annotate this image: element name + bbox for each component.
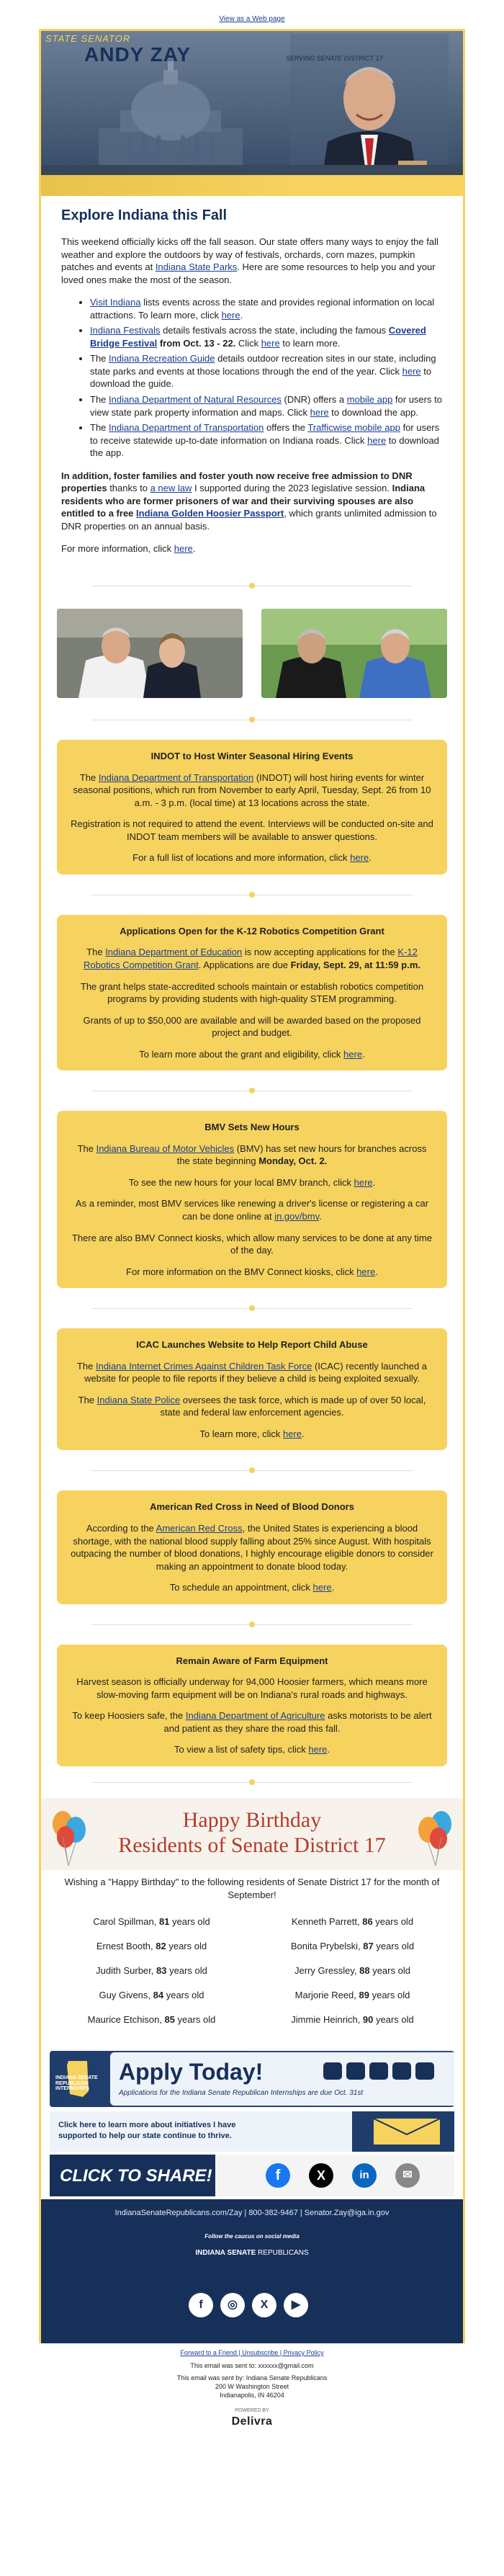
card-title: Remain Aware of Farm Equipment xyxy=(176,1655,328,1666)
here-link[interactable]: here xyxy=(282,1428,302,1439)
divider xyxy=(41,1288,463,1328)
card-paragraph xyxy=(70,1709,434,1735)
header-label: STATE SENATOR xyxy=(45,33,131,44)
apply-subtext: Applications for the Indiana Senate Republican Internships are due Oct. 31st xyxy=(119,2089,364,2098)
more-info-paragraph xyxy=(61,542,443,555)
text: , the United States is experiencing a blood shortage, with the national blood supply falling about 25% since August. With hospitals outpacing the number of blood donations, I highly encourage eligible donors to consider making an appointment to donate blood today. xyxy=(71,1522,433,1572)
list-text: The xyxy=(90,353,109,365)
footer-logo xyxy=(41,2241,463,2258)
text: (ICAC) recently launched a website for people to file reports if they believe a child is being exploited sexually. xyxy=(84,1360,428,1385)
birthday-age: 88 xyxy=(359,1965,370,1977)
social-icons xyxy=(189,2293,308,2317)
card-title: INDOT to Host Winter Seasonal Hiring Events xyxy=(150,751,354,762)
birthday-intro: Wishing a "Happy Birthday" to the following residents of Senate District 17 for the month of September! xyxy=(64,1877,440,1900)
text: To keep Hoosiers safe, the xyxy=(72,1710,186,1722)
text: The xyxy=(79,772,99,783)
text: (INDOT) will host hiring events for winter seasonal positions, which run from November to early April, Tuesday, Sept. 26 from 10 a.m. - 3 p.m. (local time) at 13 locations across the state. xyxy=(73,772,431,808)
divider xyxy=(41,1766,463,1798)
text: The xyxy=(77,1142,96,1154)
text: . xyxy=(327,1744,330,1756)
card-paragraph: Registration is not required to attend the event. Interviews will be conducted on-site and INDOT team members will be available to answer questions. xyxy=(71,818,433,842)
robotics-grant-link[interactable]: K-12 Robotics Competition Grant xyxy=(84,947,418,970)
here-link[interactable]: here xyxy=(350,852,369,864)
here-link[interactable]: here xyxy=(221,309,240,321)
indot-link[interactable]: Indiana Department of Transportation xyxy=(98,772,254,783)
card-title: Applications Open for the K-12 Robotics Competition Grant xyxy=(120,925,384,936)
list-text: details festivals across the state, including the famous xyxy=(160,325,389,336)
birthday-person xyxy=(58,1983,245,2008)
list-text: Click xyxy=(235,337,261,349)
birthday-name: Ernest Booth, xyxy=(96,1941,156,1952)
bmv-site-link[interactable]: in.gov/bmv xyxy=(274,1210,320,1222)
birthday-person xyxy=(259,1934,446,1959)
card-paragraph xyxy=(70,946,434,971)
card-title: ICAC Launches Website to Help Report Child Abuse xyxy=(136,1339,368,1351)
list-text: for users to view state park property information and maps. Click xyxy=(90,394,442,418)
intern-logo-text: REPUBLICAN xyxy=(55,2080,89,2086)
sent-to-text: This email was sent to: xxxxxx@gmail.com xyxy=(190,2361,314,2369)
list-text: details outdoor recreation sites in our state, including state parks and events at those locations through the end of the year. Click xyxy=(90,353,436,377)
list-text: The xyxy=(90,422,109,434)
text: To schedule an appointment, click xyxy=(169,1582,313,1593)
indot-link[interactable]: Indiana Department of Transportation xyxy=(109,422,264,434)
text: is now accepting applications for the xyxy=(242,947,398,958)
birthday-suffix: years old xyxy=(166,1941,207,1952)
birthday-banner xyxy=(41,1798,463,1870)
card-paragraph xyxy=(70,1266,434,1279)
birthday-person xyxy=(259,1959,446,1983)
intern-logo-text: INDIANA SENATE xyxy=(55,2075,98,2081)
recreation-guide-link[interactable]: Indiana Recreation Guide xyxy=(109,353,215,365)
footer-follow: Follow the caucus on social media xyxy=(204,2232,300,2240)
birthday-suffix: years old xyxy=(166,1965,207,1977)
birthday-name: Judith Surber, xyxy=(96,1965,156,1977)
list-text: to download the guide. xyxy=(90,365,432,390)
birthday-person xyxy=(58,2008,245,2032)
list-text: lists events across the state and provides regional information on local attractions. To learn more, click xyxy=(90,297,435,321)
photo-senator-outdoors xyxy=(261,609,447,698)
birthday-age: 85 xyxy=(164,2014,176,2026)
divider xyxy=(41,1604,463,1645)
here-link[interactable]: here xyxy=(402,365,421,377)
text: . xyxy=(302,1428,305,1439)
list-text: offers the xyxy=(264,422,308,434)
here-link[interactable]: here xyxy=(343,1048,363,1060)
bold-text: Indiana residents who are former prisoners of war and their surviving spouses are also entitled to a free xyxy=(61,483,426,519)
text: , which grants unlimited admission to DNR properties on an annual basis. xyxy=(61,508,437,532)
card-robotics-grant xyxy=(57,915,447,1070)
text: The xyxy=(76,1360,96,1372)
birthday-suffix: years old xyxy=(373,2014,414,2026)
header-banner xyxy=(41,29,463,196)
card-bmv-hours xyxy=(57,1111,447,1288)
list-item xyxy=(90,296,443,321)
divider xyxy=(41,1450,463,1490)
here-link[interactable]: here xyxy=(356,1266,376,1277)
bmv-link[interactable]: Indiana Bureau of Motor Vehicles xyxy=(96,1142,235,1154)
initiatives-text: Click here to learn more about initiatives I have xyxy=(58,2121,236,2130)
here-link[interactable]: here xyxy=(312,1582,332,1593)
golden-hoosier-passport-link[interactable]: Indiana Golden Hoosier Passport xyxy=(136,508,284,519)
text: thanks to xyxy=(107,483,150,494)
promo-section xyxy=(41,2032,463,2196)
birthday-person xyxy=(58,1910,245,1934)
facebook-share-icon[interactable]: f xyxy=(266,2163,290,2188)
footer xyxy=(41,2199,463,2343)
text: As a reminder, most BMV services like renewing a driver's license or registering a car can be done online at xyxy=(75,1198,429,1222)
birthday-title-line2: Residents of Senate District 17 xyxy=(118,1833,386,1857)
birthday-age: 90 xyxy=(362,2014,374,2026)
birthday-age: 89 xyxy=(359,1990,369,2001)
email-body xyxy=(39,29,465,2343)
text: The xyxy=(78,1394,97,1405)
text: . xyxy=(362,1048,365,1060)
card-icac-website xyxy=(57,1328,447,1450)
card-indot-hiring xyxy=(57,740,447,875)
x-icon[interactable]: X xyxy=(252,2293,276,2317)
birthday-suffix: years old xyxy=(369,1965,410,1977)
birthday-suffix: years old xyxy=(169,1916,210,1928)
intro-text-end: . Here are some resources to help you and your loved ones make the most of the season. xyxy=(61,261,436,285)
text: The xyxy=(86,947,106,958)
sent-to xyxy=(0,2358,504,2371)
resource-list xyxy=(90,296,443,460)
card-paragraph xyxy=(70,1048,434,1061)
card-paragraph xyxy=(70,1394,434,1419)
text: For a full list of locations and more information, click xyxy=(132,852,351,864)
card-paragraph: There are also BMV Connect kiosks, which allow many services to be done at any time of the day. xyxy=(71,1232,432,1256)
birthday-person xyxy=(259,1983,446,2008)
envelope-icon xyxy=(371,2116,443,2147)
initiatives-text: supported to help our state continue to thrive. xyxy=(58,2131,232,2140)
birthday-age: 86 xyxy=(362,1916,373,1928)
delivra-logo: Delivra xyxy=(231,2415,273,2428)
indiana-festivals-link[interactable]: Indiana Festivals xyxy=(90,325,161,336)
senator-name: ANDY ZAY xyxy=(84,43,192,66)
bold-text: Monday, Oct. 2. xyxy=(258,1155,328,1167)
list-item xyxy=(90,393,443,419)
card-paragraph xyxy=(70,1197,434,1222)
apply-today-heading: Apply Today! xyxy=(119,2059,264,2085)
list-item xyxy=(90,352,443,390)
address-line-1: 200 W Washington Street xyxy=(215,2383,289,2391)
here-link[interactable]: here xyxy=(174,543,193,555)
red-cross-link[interactable]: American Red Cross xyxy=(156,1522,243,1534)
covered-bridge-festival-link[interactable]: Covered Bridge Festival xyxy=(90,325,426,349)
trafficwise-app-link[interactable]: Trafficwise mobile app xyxy=(307,422,400,434)
text: . xyxy=(375,1266,378,1277)
view-as-web-page-link[interactable]: View as a Web page xyxy=(219,15,285,23)
state-police-link[interactable]: Indiana State Police xyxy=(96,1394,181,1405)
card-paragraph: Harvest season is officially underway for 94,000 Hoosier farmers, which means more slow-moving farm equipment will be on Indiana's rural roads and highways. xyxy=(76,1676,428,1700)
birthday-suffix: years old xyxy=(373,1941,415,1952)
list-text: from Oct. 13 - 22. xyxy=(157,337,236,349)
card-paragraph: The grant helps state-accredited schools maintain or establish robotics competition programs by providing students with high-quality STEM programming. xyxy=(80,980,424,1005)
card-paragraph xyxy=(70,772,434,810)
footer-contact[interactable]: IndianaSenateRepublicans.com/Zay | 800-382-9467 | Senator.Zay@iga.in.gov xyxy=(114,2209,390,2218)
card-paragraph xyxy=(70,1743,434,1756)
text: (BMV) has set new hours for branches across the state beginning xyxy=(176,1142,427,1167)
list-item xyxy=(90,421,443,460)
footer-logo-text-1: INDIANA SENATE xyxy=(195,2248,256,2257)
intro-title: Explore Indiana this Fall xyxy=(61,207,228,223)
footer-links[interactable]: Forward to a Friend | Unsubscribe | Privacy Policy xyxy=(180,2349,324,2357)
text: I supported during the 2023 legislative session. xyxy=(192,483,392,494)
text: . xyxy=(372,1176,376,1188)
birthday-title-line1: Happy Birthday xyxy=(182,1808,322,1832)
card-paragraph xyxy=(70,851,434,864)
facebook-icon[interactable]: f xyxy=(189,2293,213,2317)
visit-indiana-link[interactable]: Visit Indiana xyxy=(90,297,141,308)
share-banner xyxy=(50,2155,454,2196)
birthday-age: 82 xyxy=(156,1941,166,1952)
initiatives-banner[interactable] xyxy=(50,2111,454,2152)
birthday-age: 83 xyxy=(156,1965,167,1977)
youtube-icon[interactable]: ▶ xyxy=(284,2293,308,2317)
here-link[interactable]: here xyxy=(367,434,387,446)
text: For more information on the BMV Connect kiosks, click xyxy=(126,1266,357,1277)
address-line-2: Indianapolis, IN 46204 xyxy=(220,2391,284,2399)
card-paragraph xyxy=(70,1176,434,1189)
web-version-bar xyxy=(0,0,504,29)
here-link[interactable]: here xyxy=(308,1744,328,1756)
birthday-age: 81 xyxy=(158,1916,170,1928)
text: . xyxy=(319,1210,322,1222)
divider xyxy=(41,875,463,915)
photo-senator-with-student xyxy=(57,609,243,698)
capitol-dome-illustration xyxy=(91,60,250,168)
icac-link[interactable]: Indiana Internet Crimes Against Children Task Force xyxy=(95,1360,312,1372)
x-share-icon[interactable]: X xyxy=(309,2163,333,2188)
text: To see the new hours for your local BMV branch, click xyxy=(128,1176,354,1188)
powered-by-text: POWERED BY xyxy=(235,2407,269,2413)
list-text: to learn more. xyxy=(279,337,341,349)
divider xyxy=(41,565,463,606)
divider xyxy=(41,1070,463,1111)
card-paragraph xyxy=(70,1428,434,1441)
text: oversees the task force, which is made up of over 50 local, state and federal law enforcement agencies. xyxy=(160,1394,426,1418)
divider xyxy=(41,699,463,740)
birthday-suffix: years old xyxy=(163,1990,204,2001)
birthday-suffix: years old xyxy=(175,2014,216,2026)
here-link[interactable]: here xyxy=(310,406,329,418)
text: According to the xyxy=(86,1522,156,1534)
foster-paragraph xyxy=(61,470,443,533)
birthday-name: Maurice Etchison, xyxy=(87,2014,165,2026)
footer-logo-text-2: REPUBLICANS xyxy=(258,2248,309,2257)
birthday-person xyxy=(58,1934,245,1959)
text: To learn more about the grant and eligibility, click xyxy=(139,1048,344,1060)
text: . xyxy=(192,543,196,555)
list-text: (DNR) offers a xyxy=(281,394,347,406)
birthday-person xyxy=(259,2008,446,2032)
card-farm-equipment xyxy=(57,1645,447,1766)
list-text: . xyxy=(240,309,243,321)
list-text: to download the app. xyxy=(328,406,418,418)
click-to-share-text: CLICK TO SHARE! xyxy=(60,2166,212,2186)
birthday-name: Bonita Prybelski, xyxy=(290,1941,364,1952)
intro-section xyxy=(41,196,463,555)
instagram-icon[interactable]: ◎ xyxy=(220,2293,245,2317)
here-link[interactable]: here xyxy=(261,337,280,349)
birthday-age: 87 xyxy=(363,1941,374,1952)
card-title: BMV Sets New Hours xyxy=(204,1122,300,1133)
card-paragraph xyxy=(70,1360,434,1385)
legal-footer xyxy=(0,2343,504,2400)
text: . xyxy=(331,1582,335,1593)
card-paragraph xyxy=(70,1142,434,1168)
dnr-link[interactable]: Indiana Department of Natural Resources xyxy=(109,394,282,406)
card-paragraph xyxy=(70,1522,434,1573)
photo-row xyxy=(41,606,463,699)
header-serving: SERVING SENATE DISTRICT 17 xyxy=(286,55,383,62)
mobile-app-link[interactable]: mobile app xyxy=(346,394,393,406)
text: . Applications are due xyxy=(198,959,291,970)
intro-text: This weekend officially kicks off the fall season. Our state offers many ways to enjoy the fall weather and explore the outdoors by way of festivals, orchards, corn mazes, pumpkin patches and events at xyxy=(61,236,438,273)
intern-logo-text: INTERNSHIPS xyxy=(55,2086,90,2092)
birthday-age: 84 xyxy=(153,1990,164,2001)
name-bar-band xyxy=(41,165,463,175)
card-paragraph xyxy=(70,1581,434,1594)
card-title: American Red Cross in Need of Blood Donors xyxy=(150,1501,354,1513)
state-parks-link[interactable]: Indiana State Parks xyxy=(155,261,238,273)
birthday-title xyxy=(41,1808,463,1858)
birthday-suffix: years old xyxy=(372,1916,414,1928)
list-text: for users to receive statewide up-to-date information on Indiana roads. Click xyxy=(90,422,440,446)
birthday-person xyxy=(58,1959,245,1983)
birthday-name: Kenneth Parrett, xyxy=(291,1916,363,1928)
list-text: The xyxy=(90,394,109,406)
list-text: to download the app. xyxy=(90,434,439,459)
agriculture-link[interactable]: Indiana Department of Agriculture xyxy=(185,1710,325,1722)
text: To learn more, click xyxy=(199,1428,283,1439)
email-share-icon[interactable]: ✉ xyxy=(395,2163,420,2188)
delivra-badge[interactable] xyxy=(0,2400,504,2443)
birthday-name: Jerry Gressley, xyxy=(294,1965,360,1977)
linkedin-share-icon[interactable]: in xyxy=(352,2163,377,2188)
internship-apply-banner[interactable] xyxy=(50,2051,454,2107)
card-paragraph: Grants of up to $50,000 are available and will be awarded based on the proposed project and budget. xyxy=(83,1014,421,1039)
balloons-right-icon xyxy=(413,1805,456,1866)
bold-text: In addition, foster families and foster youth now receive free admission to DNR properties xyxy=(61,470,413,494)
bold-text: Friday, Sept. 29, at 11:59 p.m. xyxy=(290,959,420,970)
birthday-name: Carol Spillman, xyxy=(93,1916,159,1928)
here-link[interactable]: here xyxy=(354,1176,373,1188)
new-law-link[interactable]: a new law xyxy=(150,483,192,494)
birthday-list xyxy=(41,1901,463,2032)
birthday-name: Marjorie Reed, xyxy=(294,1990,359,2001)
text: For more information, click xyxy=(61,543,174,555)
intro-paragraph xyxy=(61,236,443,286)
sent-by: This email was sent by: Indiana Senate Republicans xyxy=(176,2374,328,2382)
birthday-name: Guy Givens, xyxy=(99,1990,153,2001)
text: asks motorists to be alert and patient as they share the road this fall. xyxy=(163,1710,432,1734)
birthday-suffix: years old xyxy=(369,1990,410,2001)
text: To view a list of safety tips, click xyxy=(174,1744,309,1756)
doe-link[interactable]: Indiana Department of Education xyxy=(105,947,243,958)
birthday-name: Jimmie Heinrich, xyxy=(291,2014,363,2026)
birthday-person xyxy=(259,1910,446,1934)
text: . xyxy=(369,852,372,864)
internship-icons xyxy=(323,2058,446,2084)
card-red-cross xyxy=(57,1490,447,1604)
list-item xyxy=(90,324,443,349)
